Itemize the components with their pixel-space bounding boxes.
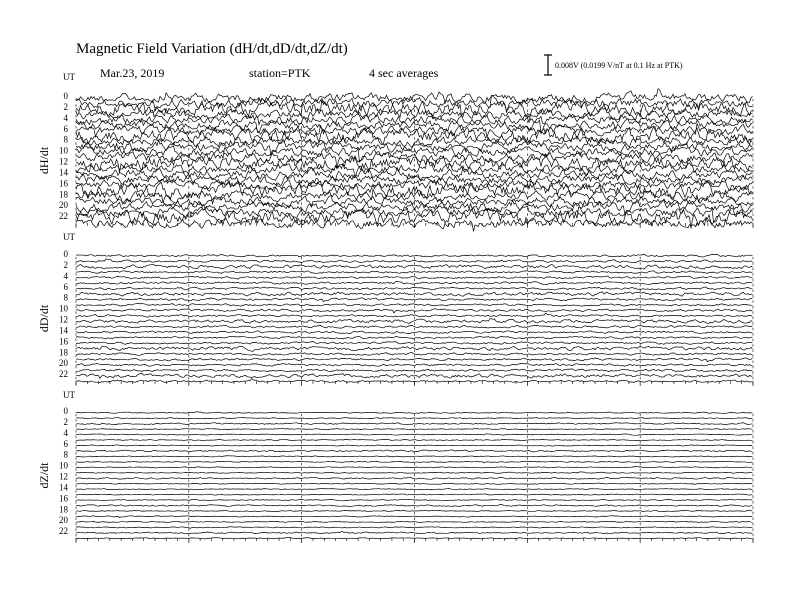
hour-label-0-7: 14	[59, 167, 68, 178]
hour-label-1-4: 8	[63, 292, 68, 303]
trace-1-0	[76, 254, 753, 257]
trace-2-13	[76, 483, 753, 484]
hour-label-1-2: 4	[63, 270, 68, 281]
trace-2-0	[76, 412, 753, 414]
trace-1-1	[76, 259, 753, 263]
hour-label-1-6: 12	[59, 314, 68, 325]
hour-label-1-9: 18	[59, 347, 68, 358]
hour-label-2-4: 8	[63, 449, 68, 460]
hour-label-1-3: 6	[63, 281, 68, 292]
station-label: station=PTK	[249, 66, 311, 80]
ut-label-0: UT	[63, 72, 75, 82]
hour-label-0-9: 18	[59, 189, 68, 200]
hour-label-2-11: 22	[59, 526, 68, 537]
trace-2-15	[76, 494, 753, 495]
hour-label-2-1: 2	[63, 416, 68, 427]
trace-2-19	[76, 516, 753, 518]
hour-label-1-10: 20	[59, 358, 68, 369]
hour-label-2-3: 6	[63, 438, 68, 449]
ut-label-1: UT	[63, 232, 75, 242]
hour-label-2-10: 20	[59, 515, 68, 526]
trace-2-4	[76, 434, 753, 435]
date-label: Mar.23, 2019	[100, 66, 165, 80]
trace-0-0	[76, 89, 753, 104]
hour-label-0-6: 12	[59, 156, 68, 167]
hour-label-0-0: 0	[63, 91, 68, 101]
trace-1-21	[76, 369, 753, 372]
trace-2-12	[76, 477, 753, 479]
hour-label-2-8: 16	[59, 493, 68, 504]
trace-1-16	[76, 342, 753, 345]
trace-2-22	[76, 531, 753, 533]
hour-label-0-10: 20	[59, 200, 68, 211]
hour-label-2-9: 18	[59, 504, 68, 515]
trace-2-14	[76, 489, 753, 490]
trace-1-9	[76, 303, 753, 306]
trace-1-3	[76, 271, 753, 274]
trace-2-16	[76, 499, 753, 500]
trace-2-17	[76, 505, 753, 507]
trace-2-9	[76, 461, 753, 463]
trace-2-8	[76, 456, 753, 457]
hour-label-1-0: 0	[63, 249, 68, 259]
hour-label-1-7: 14	[59, 325, 68, 336]
scale-bar	[544, 55, 552, 75]
hour-label-1-8: 16	[59, 336, 68, 347]
scale-label: 0.008V (0.0199 V/nT at 0.1 Hz at PTK)	[555, 61, 683, 70]
trace-2-5	[76, 439, 753, 440]
trace-2-10	[76, 466, 753, 468]
hour-label-2-7: 14	[59, 482, 68, 493]
hour-label-2-2: 4	[63, 427, 68, 438]
hour-label-0-4: 8	[63, 134, 68, 145]
hour-label-1-11: 22	[59, 369, 68, 380]
panel-ylabel-0: dH/dt	[37, 146, 51, 175]
hour-label-2-5: 10	[59, 460, 68, 471]
hour-label-2-6: 12	[59, 471, 68, 482]
chart-title: Magnetic Field Variation (dH/dt,dD/dt,dZ/dt)	[76, 41, 348, 57]
panel-ylabel-1: dD/dt	[37, 304, 51, 333]
trace-2-1	[76, 418, 753, 419]
hour-label-0-1: 2	[63, 101, 68, 112]
hour-label-0-2: 4	[63, 112, 68, 123]
hour-label-1-5: 10	[59, 303, 68, 314]
trace-2-2	[76, 423, 753, 425]
panel-ylabel-2: dZ/dt	[37, 462, 51, 489]
trace-2-11	[76, 472, 753, 474]
trace-2-7	[76, 450, 753, 452]
trace-2-20	[76, 521, 753, 522]
trace-2-18	[76, 510, 753, 511]
hour-label-0-5: 10	[59, 145, 68, 156]
averaging-label: 4 sec averages	[369, 66, 439, 80]
panels-group	[37, 72, 753, 543]
hour-label-0-11: 22	[59, 211, 68, 222]
ut-label-2: UT	[63, 390, 75, 400]
hour-label-2-0: 0	[63, 406, 68, 416]
trace-2-3	[76, 428, 753, 429]
hour-label-0-3: 6	[63, 123, 68, 134]
hour-label-1-1: 2	[63, 259, 68, 270]
trace-2-21	[76, 527, 753, 529]
hour-label-0-8: 16	[59, 178, 68, 189]
trace-2-6	[76, 445, 753, 446]
